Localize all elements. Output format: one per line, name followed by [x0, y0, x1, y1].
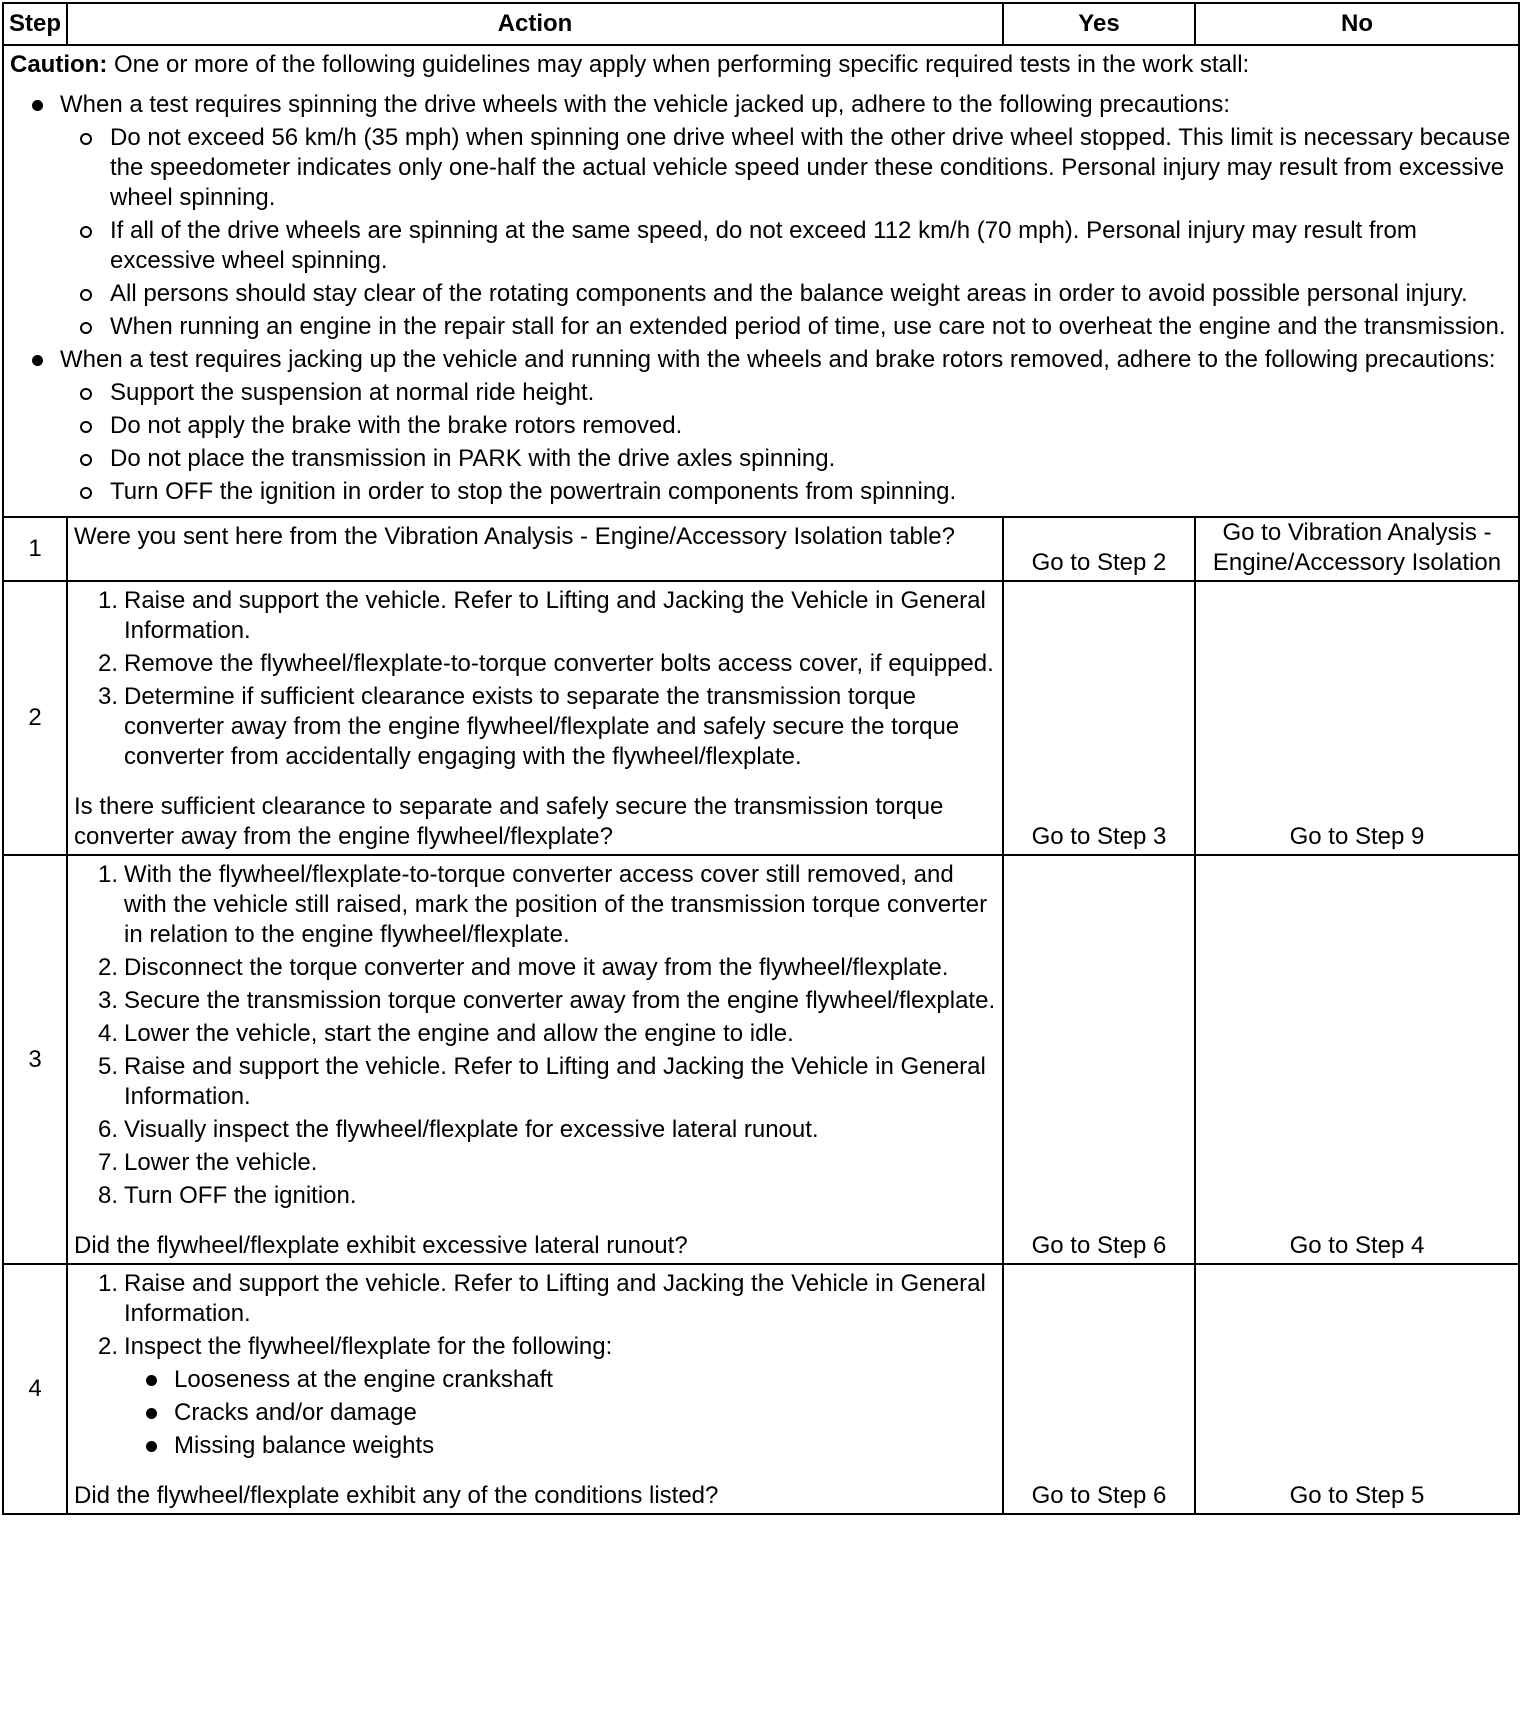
step-list-item: [74, 1269, 996, 1329]
item-text: Lower the vehicle.: [124, 1149, 318, 1176]
step-list-item: [74, 1148, 996, 1178]
caution-subitem: If all of the drive wheels are spinning at the same speed, do not exceed 112 km/h (70 mph). Personal injury may result from excessive wheel spinning.: [60, 216, 1512, 276]
caution-bullet-text: When a test requires jacking up the vehicle and running with the wheels and brake rotors removed, adhere to the following precautions:: [60, 346, 1496, 373]
step-question: Did the flywheel/flexplate exhibit excessive lateral runout?: [74, 1232, 688, 1259]
item-text: Disconnect the torque converter and move it away from the flywheel/flexplate.: [124, 954, 949, 981]
condition-item: Cracks and/or damage: [124, 1398, 996, 1428]
step-yes[interactable]: Go to Step 6: [1003, 1264, 1195, 1514]
item-number: 3.: [97, 987, 118, 1014]
caution-bullet: [10, 345, 1512, 507]
step-question: Were you sent here from the Vibration Analysis - Engine/Accessory Isolation table?: [74, 523, 955, 550]
step-action: [67, 517, 1003, 581]
item-text: Secure the transmission torque converter away from the engine flywheel/flexplate.: [124, 987, 996, 1014]
condition-item: Missing balance weights: [124, 1431, 996, 1461]
step-number: 1: [3, 517, 67, 581]
item-text: Inspect the flywheel/flexplate for the following:: [124, 1333, 613, 1360]
step-no[interactable]: Go to Vibration Analysis - Engine/Accessory Isolation: [1195, 517, 1519, 581]
item-text: Remove the flywheel/flexplate-to-torque converter bolts access cover, if equipped.: [124, 650, 994, 677]
item-number: 1.: [97, 1270, 118, 1297]
step-list-item: [74, 1181, 996, 1211]
step-row-3: [3, 855, 1519, 1264]
step-yes[interactable]: Go to Step 6: [1003, 855, 1195, 1264]
header-step: Step: [3, 3, 67, 45]
step-list-item: [74, 1332, 996, 1461]
caution-subitem: All persons should stay clear of the rotating components and the balance weight areas in order to avoid possible personal injury.: [60, 279, 1512, 309]
caution-subitem: Do not place the transmission in PARK with the drive axles spinning.: [60, 444, 1512, 474]
caution-subitem: Do not exceed 56 km/h (35 mph) when spinning one drive wheel with the other drive wheel stopped. This limit is necessary because the speedometer indicates only one-half the actual vehicle speed under these conditions. Personal injury may result from excessive wheel spinning.: [60, 123, 1512, 213]
condition-item: Looseness at the engine crankshaft: [124, 1365, 996, 1395]
caution-bullet-text: When a test requires spinning the drive wheels with the vehicle jacked up, adhere to the following precautions:: [60, 91, 1231, 118]
step-list-item: [74, 953, 996, 983]
step-row-4: [3, 1264, 1519, 1514]
caution-sublist: [60, 123, 1512, 342]
item-text: Lower the vehicle, start the engine and allow the engine to idle.: [124, 1020, 794, 1047]
item-text: Visually inspect the flywheel/flexplate for excessive lateral runout.: [124, 1116, 819, 1143]
caution-text: One or more of the following guidelines may apply when performing specific required tests in the work stall:: [113, 51, 1250, 78]
caution-label: Caution:: [10, 51, 108, 78]
condition-list: [124, 1365, 996, 1461]
step-list-item: [74, 1019, 996, 1049]
step-action: [67, 581, 1003, 855]
caution-bullets: [10, 90, 1512, 507]
caution-row: [3, 45, 1519, 517]
step-list-item: [74, 1115, 996, 1145]
item-number: 6.: [97, 1116, 118, 1143]
step-list-item: [74, 986, 996, 1016]
item-text: Raise and support the vehicle. Refer to Lifting and Jacking the Vehicle in General Information.: [124, 1053, 986, 1110]
caution-subitem: Turn OFF the ignition in order to stop the powertrain components from spinning.: [60, 477, 1512, 507]
item-number: 1.: [97, 861, 118, 888]
step-yes[interactable]: Go to Step 2: [1003, 517, 1195, 581]
step-no[interactable]: Go to Step 5: [1195, 1264, 1519, 1514]
header-yes: Yes: [1003, 3, 1195, 45]
step-action: [67, 1264, 1003, 1514]
item-number: 2.: [97, 954, 118, 981]
caution-lead: [10, 50, 1512, 80]
step-number: 4: [3, 1264, 67, 1514]
caution-subitem: Support the suspension at normal ride height.: [60, 378, 1512, 408]
step-list-item: [74, 1052, 996, 1112]
item-text: Turn OFF the ignition.: [124, 1182, 357, 1209]
caution-subitem: Do not apply the brake with the brake rotors removed.: [60, 411, 1512, 441]
step-yes[interactable]: Go to Step 3: [1003, 581, 1195, 855]
step-row-2: [3, 581, 1519, 855]
step-list-item: [74, 860, 996, 950]
item-number: 3.: [97, 683, 118, 710]
step-number: 3: [3, 855, 67, 1264]
item-number: 2.: [97, 650, 118, 677]
step-number: 2: [3, 581, 67, 855]
step-list: [74, 586, 996, 772]
item-number: 1.: [97, 587, 118, 614]
step-list-item: [74, 649, 996, 679]
step-no[interactable]: Go to Step 4: [1195, 855, 1519, 1264]
header-no: No: [1195, 3, 1519, 45]
step-question: Did the flywheel/flexplate exhibit any of the conditions listed?: [74, 1482, 719, 1509]
step-no[interactable]: Go to Step 9: [1195, 581, 1519, 855]
step-row-1: [3, 517, 1519, 581]
step-list-item: [74, 586, 996, 646]
header-action: Action: [67, 3, 1003, 45]
item-number: 7.: [97, 1149, 118, 1176]
caution-bullet: [10, 90, 1512, 342]
caution-cell: [3, 45, 1519, 517]
item-number: 2.: [97, 1333, 118, 1360]
header-row: [3, 3, 1519, 45]
step-question: Is there sufficient clearance to separate and safely secure the transmission torque converter away from the engine flywheel/flexplate?: [74, 793, 944, 850]
caution-subitem: When running an engine in the repair stall for an extended period of time, use care not to overheat the engine and the transmission.: [60, 312, 1512, 342]
step-action: [67, 855, 1003, 1264]
diagnostic-table: [2, 2, 1520, 1515]
item-number: 5.: [97, 1053, 118, 1080]
item-text: With the flywheel/flexplate-to-torque converter access cover still removed, and with the vehicle still raised, mark the position of the transmission torque converter in relation to the engine flywheel/flexplate.: [124, 861, 988, 948]
step-list: [74, 1269, 996, 1461]
step-list-item: [74, 682, 996, 772]
item-text: Raise and support the vehicle. Refer to Lifting and Jacking the Vehicle in General Information.: [124, 587, 986, 644]
item-text: Determine if sufficient clearance exists to separate the transmission torque converter away from the engine flywheel/flexplate and safely secure the torque converter from accidentally engaging with the flywheel/flexplate.: [124, 683, 960, 770]
item-number: 8.: [97, 1182, 118, 1209]
caution-sublist: [60, 378, 1512, 507]
item-number: 4.: [97, 1020, 118, 1047]
step-list: [74, 860, 996, 1211]
item-text: Raise and support the vehicle. Refer to Lifting and Jacking the Vehicle in General Information.: [124, 1270, 986, 1327]
